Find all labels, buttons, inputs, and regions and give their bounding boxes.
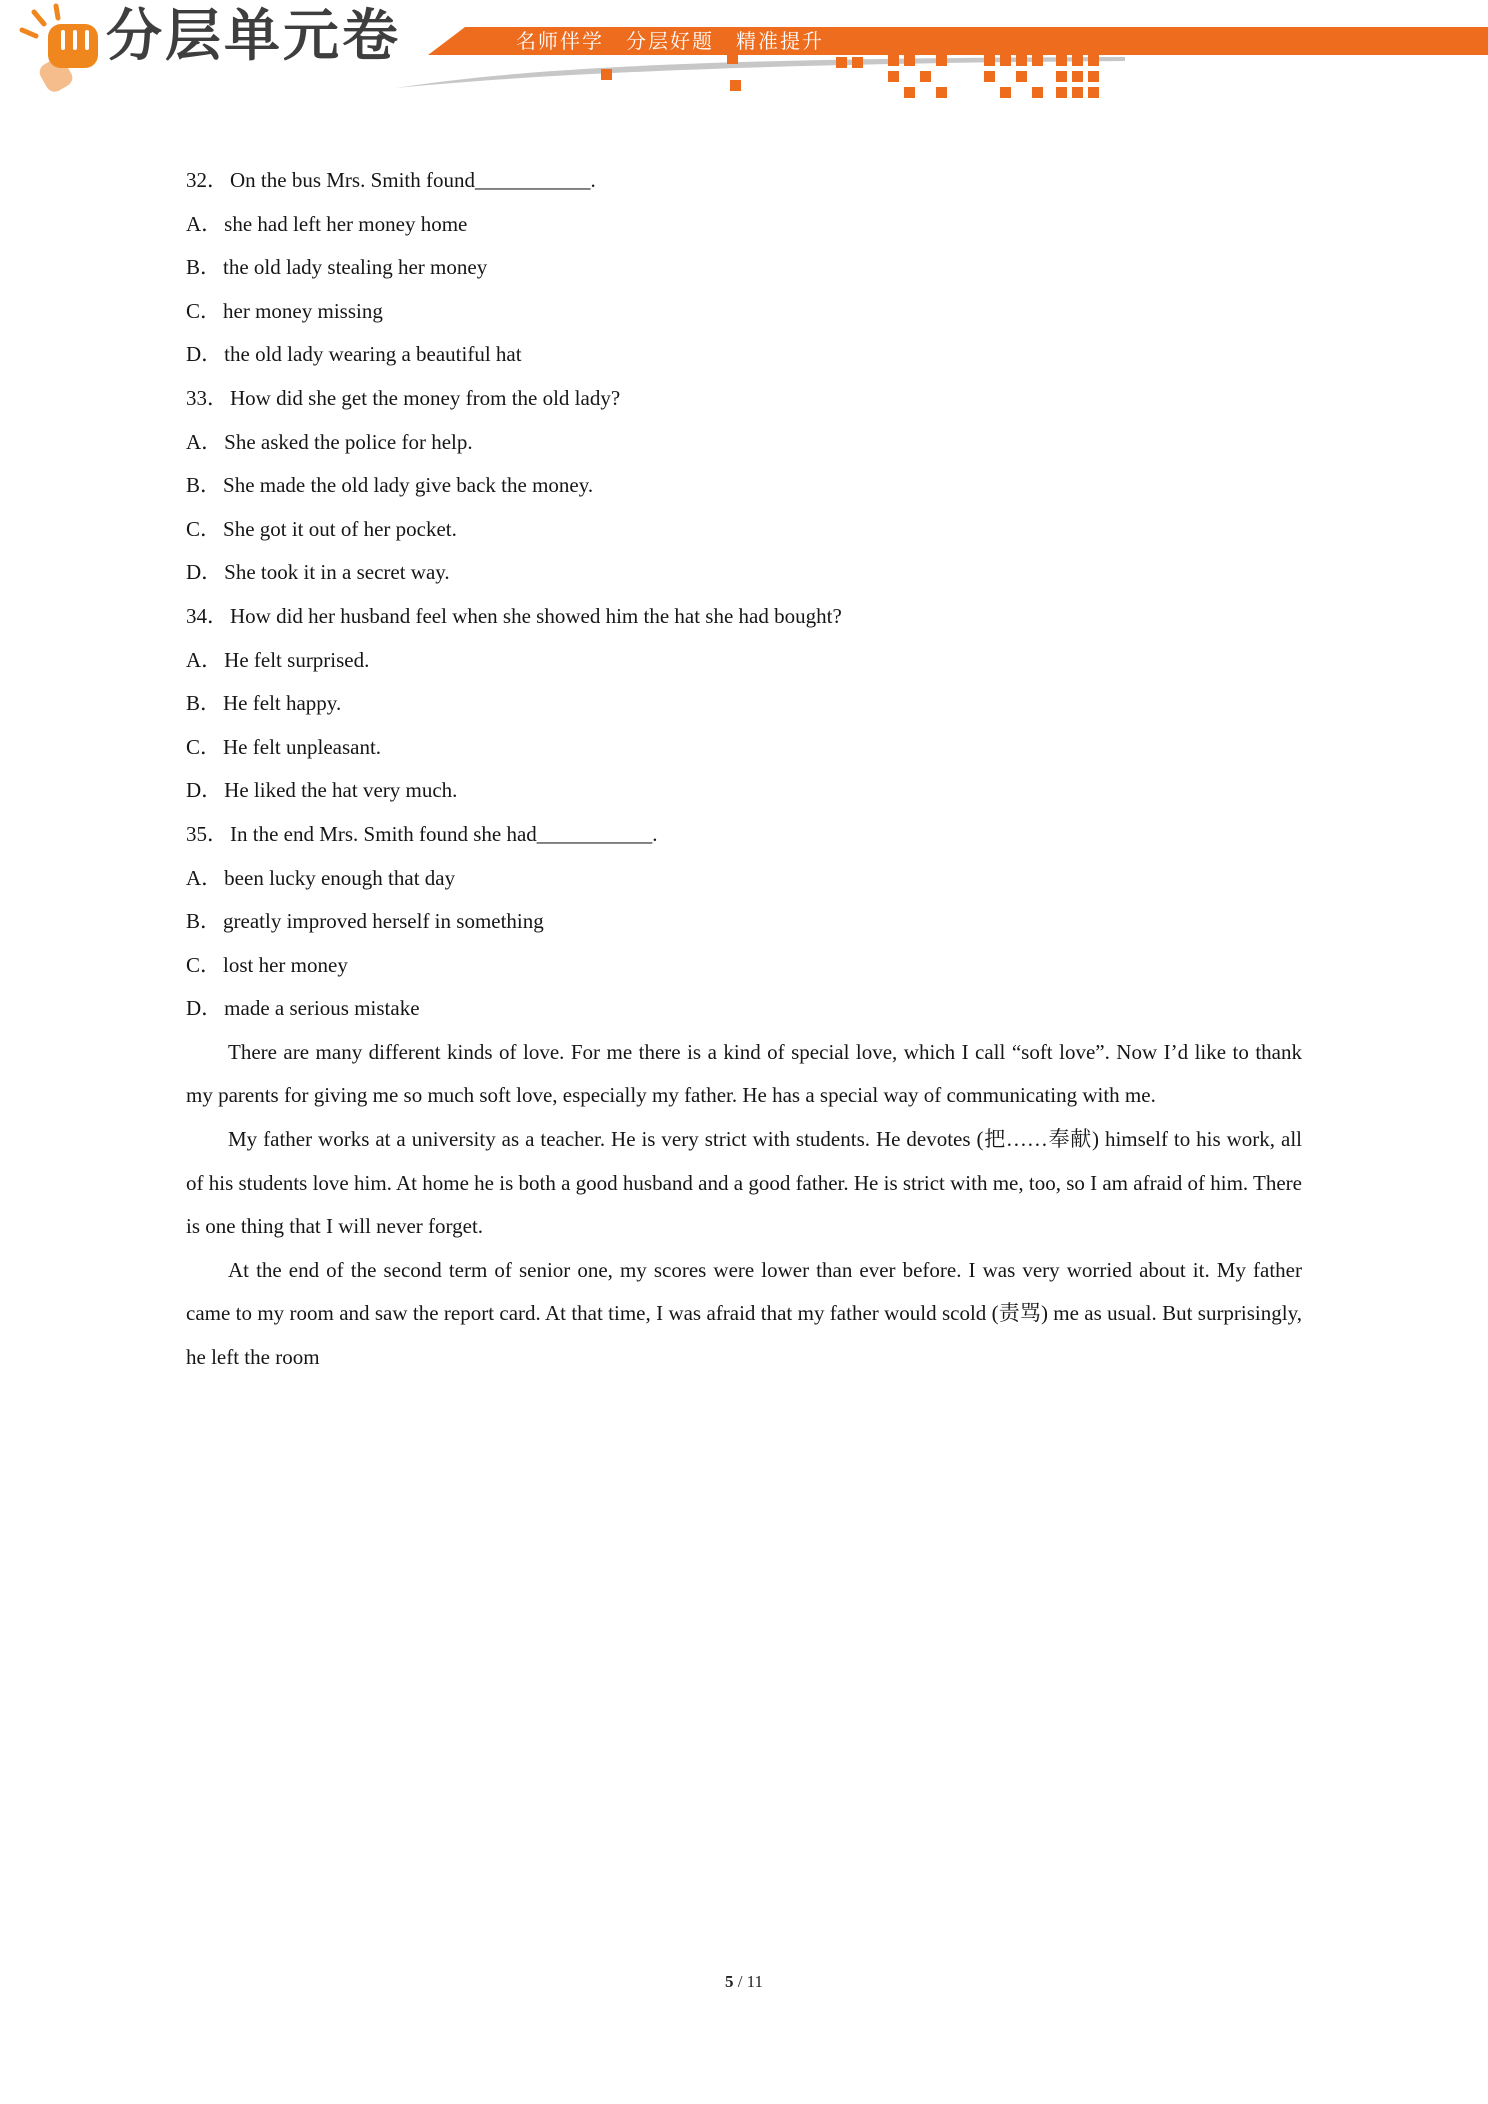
option-label: A． xyxy=(186,429,223,454)
option-text: greatly improved herself in something xyxy=(223,909,544,934)
question-number: 34． xyxy=(186,603,228,628)
option-text: the old lady stealing her money xyxy=(223,255,488,280)
question-text: How did she get the money from the old lady? xyxy=(230,385,621,410)
option-text: her money missing xyxy=(223,298,383,323)
question-34-option-a xyxy=(186,639,1302,683)
option-text: She asked the police for help. xyxy=(224,429,473,454)
page-header xyxy=(0,0,1488,115)
option-label: B． xyxy=(186,473,222,498)
question-33-option-b xyxy=(186,464,1302,508)
option-label: C． xyxy=(186,734,222,759)
passage-paragraph-1: There are many different kinds of love. For me there is a kind of special love, which I call “soft love”. Now I’d like to thank my parents for giving me so much soft love, especially my father. He has a special way of communicating with me. xyxy=(186,1039,1302,1108)
option-label: B． xyxy=(186,255,222,280)
option-text: been lucky enough that day xyxy=(224,865,456,890)
swoosh-shape xyxy=(396,57,1125,88)
question-text: How did her husband feel when she showed him the hat she had bought? xyxy=(230,603,842,628)
option-text: He liked the hat very much. xyxy=(224,778,458,803)
option-label: D． xyxy=(186,342,223,367)
question-32-option-a xyxy=(186,203,1302,247)
question-number: 33． xyxy=(186,385,228,410)
fist-icon xyxy=(14,2,114,94)
option-text: He felt happy. xyxy=(223,691,342,716)
question-34-stem xyxy=(186,595,1302,639)
question-33-stem xyxy=(186,377,1302,421)
question-number: 35． xyxy=(186,821,228,846)
question-32-stem xyxy=(186,159,1302,203)
question-33-option-d xyxy=(186,551,1302,595)
option-label: C． xyxy=(186,298,222,323)
question-number: 32． xyxy=(186,168,228,192)
page-footer xyxy=(0,1972,1488,1992)
option-text: lost her money xyxy=(223,952,348,977)
brand-logo-text: 分层单元卷 xyxy=(106,4,401,67)
option-text: He felt surprised. xyxy=(224,647,370,672)
option-label: B． xyxy=(186,909,222,934)
question-32-option-d xyxy=(186,333,1302,377)
question-text: On the bus Mrs. Smith found___________. xyxy=(230,168,596,192)
question-35-stem xyxy=(186,813,1302,857)
page-number-current: 5 xyxy=(724,1972,734,1991)
option-label: D． xyxy=(186,560,223,585)
option-label: A． xyxy=(186,647,223,672)
question-35-option-a xyxy=(186,857,1302,901)
option-text: She took it in a secret way. xyxy=(224,560,450,585)
option-label: B． xyxy=(186,691,222,716)
option-label: A． xyxy=(186,211,223,236)
option-text: She got it out of her pocket. xyxy=(223,516,457,541)
question-34-option-d xyxy=(186,769,1302,813)
question-34-option-c xyxy=(186,726,1302,770)
option-label: D． xyxy=(186,996,223,1021)
question-33-option-a xyxy=(186,421,1302,465)
question-35-option-c xyxy=(186,944,1302,988)
option-text: the old lady wearing a beautiful hat xyxy=(224,342,522,367)
page-number-total: 11 xyxy=(746,1972,764,1991)
option-text: He felt unpleasant. xyxy=(223,734,382,759)
question-32-option-b xyxy=(186,246,1302,290)
exam-content xyxy=(186,159,1302,1380)
question-35-option-d xyxy=(186,987,1302,1031)
option-label: A． xyxy=(186,865,223,890)
option-label: C． xyxy=(186,952,222,977)
option-text: She made the old lady give back the money. xyxy=(223,473,594,498)
question-35-option-b xyxy=(186,900,1302,944)
option-label: D． xyxy=(186,778,223,803)
question-34-option-b xyxy=(186,682,1302,726)
banner-slogan: 名师伴学 分层好题 精准提升 xyxy=(516,31,824,53)
passage-paragraph-2: My father works at a university as a teacher. He is very strict with students. He devotes (把……奉献) himself to his work, all of his students love him. At home he is both a good husband and a good father. He is strict with me, too, so I am afraid of him. There is one thing that I will never forget. xyxy=(186,1127,1302,1239)
question-33-option-c xyxy=(186,508,1302,552)
page-number-separator: / xyxy=(733,1972,747,1991)
reading-passage xyxy=(186,1031,1302,1380)
option-label: C． xyxy=(186,516,222,541)
question-32-option-c xyxy=(186,290,1302,334)
question-text: In the end Mrs. Smith found she had___________. xyxy=(230,821,658,846)
option-text: made a serious mistake xyxy=(224,996,420,1021)
option-text: she had left her money home xyxy=(224,211,468,236)
passage-paragraph-3: At the end of the second term of senior one, my scores were lower than ever before. I was very worried about it. My father came to my room and saw the report card. At that time, I was afraid that my father would scold (责骂) me as usual. But surprisingly, he left the room xyxy=(186,1257,1302,1370)
